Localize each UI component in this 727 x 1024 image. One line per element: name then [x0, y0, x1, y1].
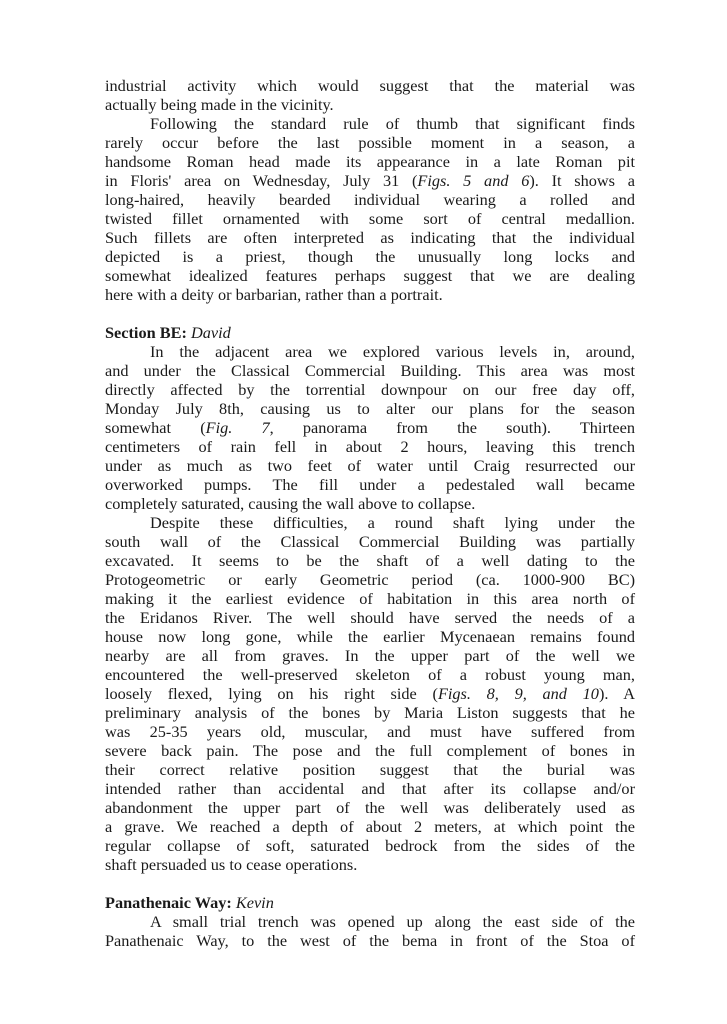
section-heading-author: David — [190, 323, 231, 342]
paragraph-line: loosely flexed, lying on his right side (Figs. 8, 9, and 10). A — [105, 684, 636, 703]
paragraph-line: a grave. We reached a depth of about 2 meters, at which point the — [105, 817, 635, 836]
paragraph-line: intended rather than accidental and that after its collapse and/or — [105, 779, 635, 798]
paragraph-line: was 25-35 years old, muscular, and must have suffered from — [105, 722, 635, 741]
paragraph-line: preliminary analysis of the bones by Maria Liston suggests that he — [105, 703, 635, 722]
paragraph-line: Monday July 8th, causing us to alter our plans for the season — [105, 399, 635, 418]
paragraph-line: centimeters of rain fell in about 2 hours, leaving this trench — [105, 437, 635, 456]
paragraph-line: handsome Roman head made its appearance in a late Roman pit — [105, 152, 635, 171]
paragraph-line: here with a deity or barbarian, rather than a portrait. — [105, 285, 443, 304]
paragraph-line: under as much as two feet of water until Craig resurrected our — [105, 456, 635, 475]
paragraph-line: Following the standard rule of thumb that significant finds — [150, 114, 635, 133]
paragraph-line: Such fillets are often interpreted as indicating that the individual — [105, 228, 635, 247]
paragraph-line: Protogeometric or early Geometric period (ca. 1000-900 BC) — [105, 570, 635, 589]
paragraph-line: regular collapse of soft, saturated bedrock from the sides of the — [105, 836, 635, 855]
section-gap — [105, 874, 635, 893]
paragraph-line: twisted fillet ornamented with some sort of central medallion. — [105, 209, 635, 228]
paragraph-line: abandonment the upper part of the well was deliberately used as — [105, 798, 635, 817]
section-heading-panathenaic — [105, 893, 635, 912]
paragraph-line: their correct relative position suggest that the burial was — [105, 760, 635, 779]
paragraph-line: shaft persuaded us to cease operations. — [105, 855, 358, 874]
paragraph-line: somewhat (Fig. 7, panorama from the south). Thirteen — [105, 418, 635, 437]
section-heading-label: Panathenaic Way: — [105, 893, 232, 912]
paragraph-line: industrial activity which would suggest that the material was — [105, 76, 635, 95]
paragraph-line: south wall of the Classical Commercial Building was partially — [105, 532, 635, 551]
paragraph-line: severe back pain. The pose and the full complement of bones in — [105, 741, 635, 760]
paragraph-line: actually being made in the vicinity. — [105, 95, 334, 114]
paragraph-line: nearby are all from graves. In the upper part of the well we — [105, 646, 635, 665]
paragraph-line: and under the Classical Commercial Building. This area was most — [105, 361, 635, 380]
section-heading-be — [105, 323, 635, 342]
paragraph-line: directly affected by the torrential downpour on our free day off, — [105, 380, 635, 399]
paragraph-line: A small trial trench was opened up along the east side of the — [150, 912, 635, 931]
figure-reference: Figs. 5 and 6 — [417, 171, 530, 190]
paragraph-line: making it the earliest evidence of habitation in this area north of — [105, 589, 635, 608]
figure-reference: Fig. 7 — [205, 418, 270, 437]
paragraph-line: somewhat idealized features perhaps suggest that we are dealing — [105, 266, 635, 285]
paragraph-line: the Eridanos River. The well should have served the needs of a — [105, 608, 635, 627]
body-text — [105, 76, 635, 950]
paragraph-line: depicted is a priest, though the unusually long locks and — [105, 247, 635, 266]
paragraph-line: long-haired, heavily bearded individual wearing a rolled and — [105, 190, 635, 209]
paragraph-line: Panathenaic Way, to the west of the bema in front of the Stoa of — [105, 931, 635, 950]
paragraph-line: Despite these difficulties, a round shaft lying under the — [150, 513, 635, 532]
paragraph-line: completely saturated, causing the wall above to collapse. — [105, 494, 476, 513]
figure-reference: Figs. 8, 9, and 10 — [437, 684, 599, 703]
paragraph-line: encountered the well-preserved skeleton of a robust young man, — [105, 665, 635, 684]
section-heading-author: Kevin — [235, 893, 274, 912]
paragraph-line: house now long gone, while the earlier Mycenaean remains found — [105, 627, 635, 646]
paragraph-line: excavated. It seems to be the shaft of a well dating to the — [105, 551, 635, 570]
paragraph-line: in Floris' area on Wednesday, July 31 (Figs. 5 and 6). It shows a — [105, 171, 635, 190]
section-gap — [105, 304, 635, 323]
section-heading-label: Section BE: — [105, 323, 187, 342]
paragraph-line: overworked pumps. The fill under a pedestaled wall became — [105, 475, 635, 494]
paragraph-line: In the adjacent area we explored various levels in, around, — [150, 342, 635, 361]
paragraph-line: rarely occur before the last possible moment in a season, a — [105, 133, 635, 152]
